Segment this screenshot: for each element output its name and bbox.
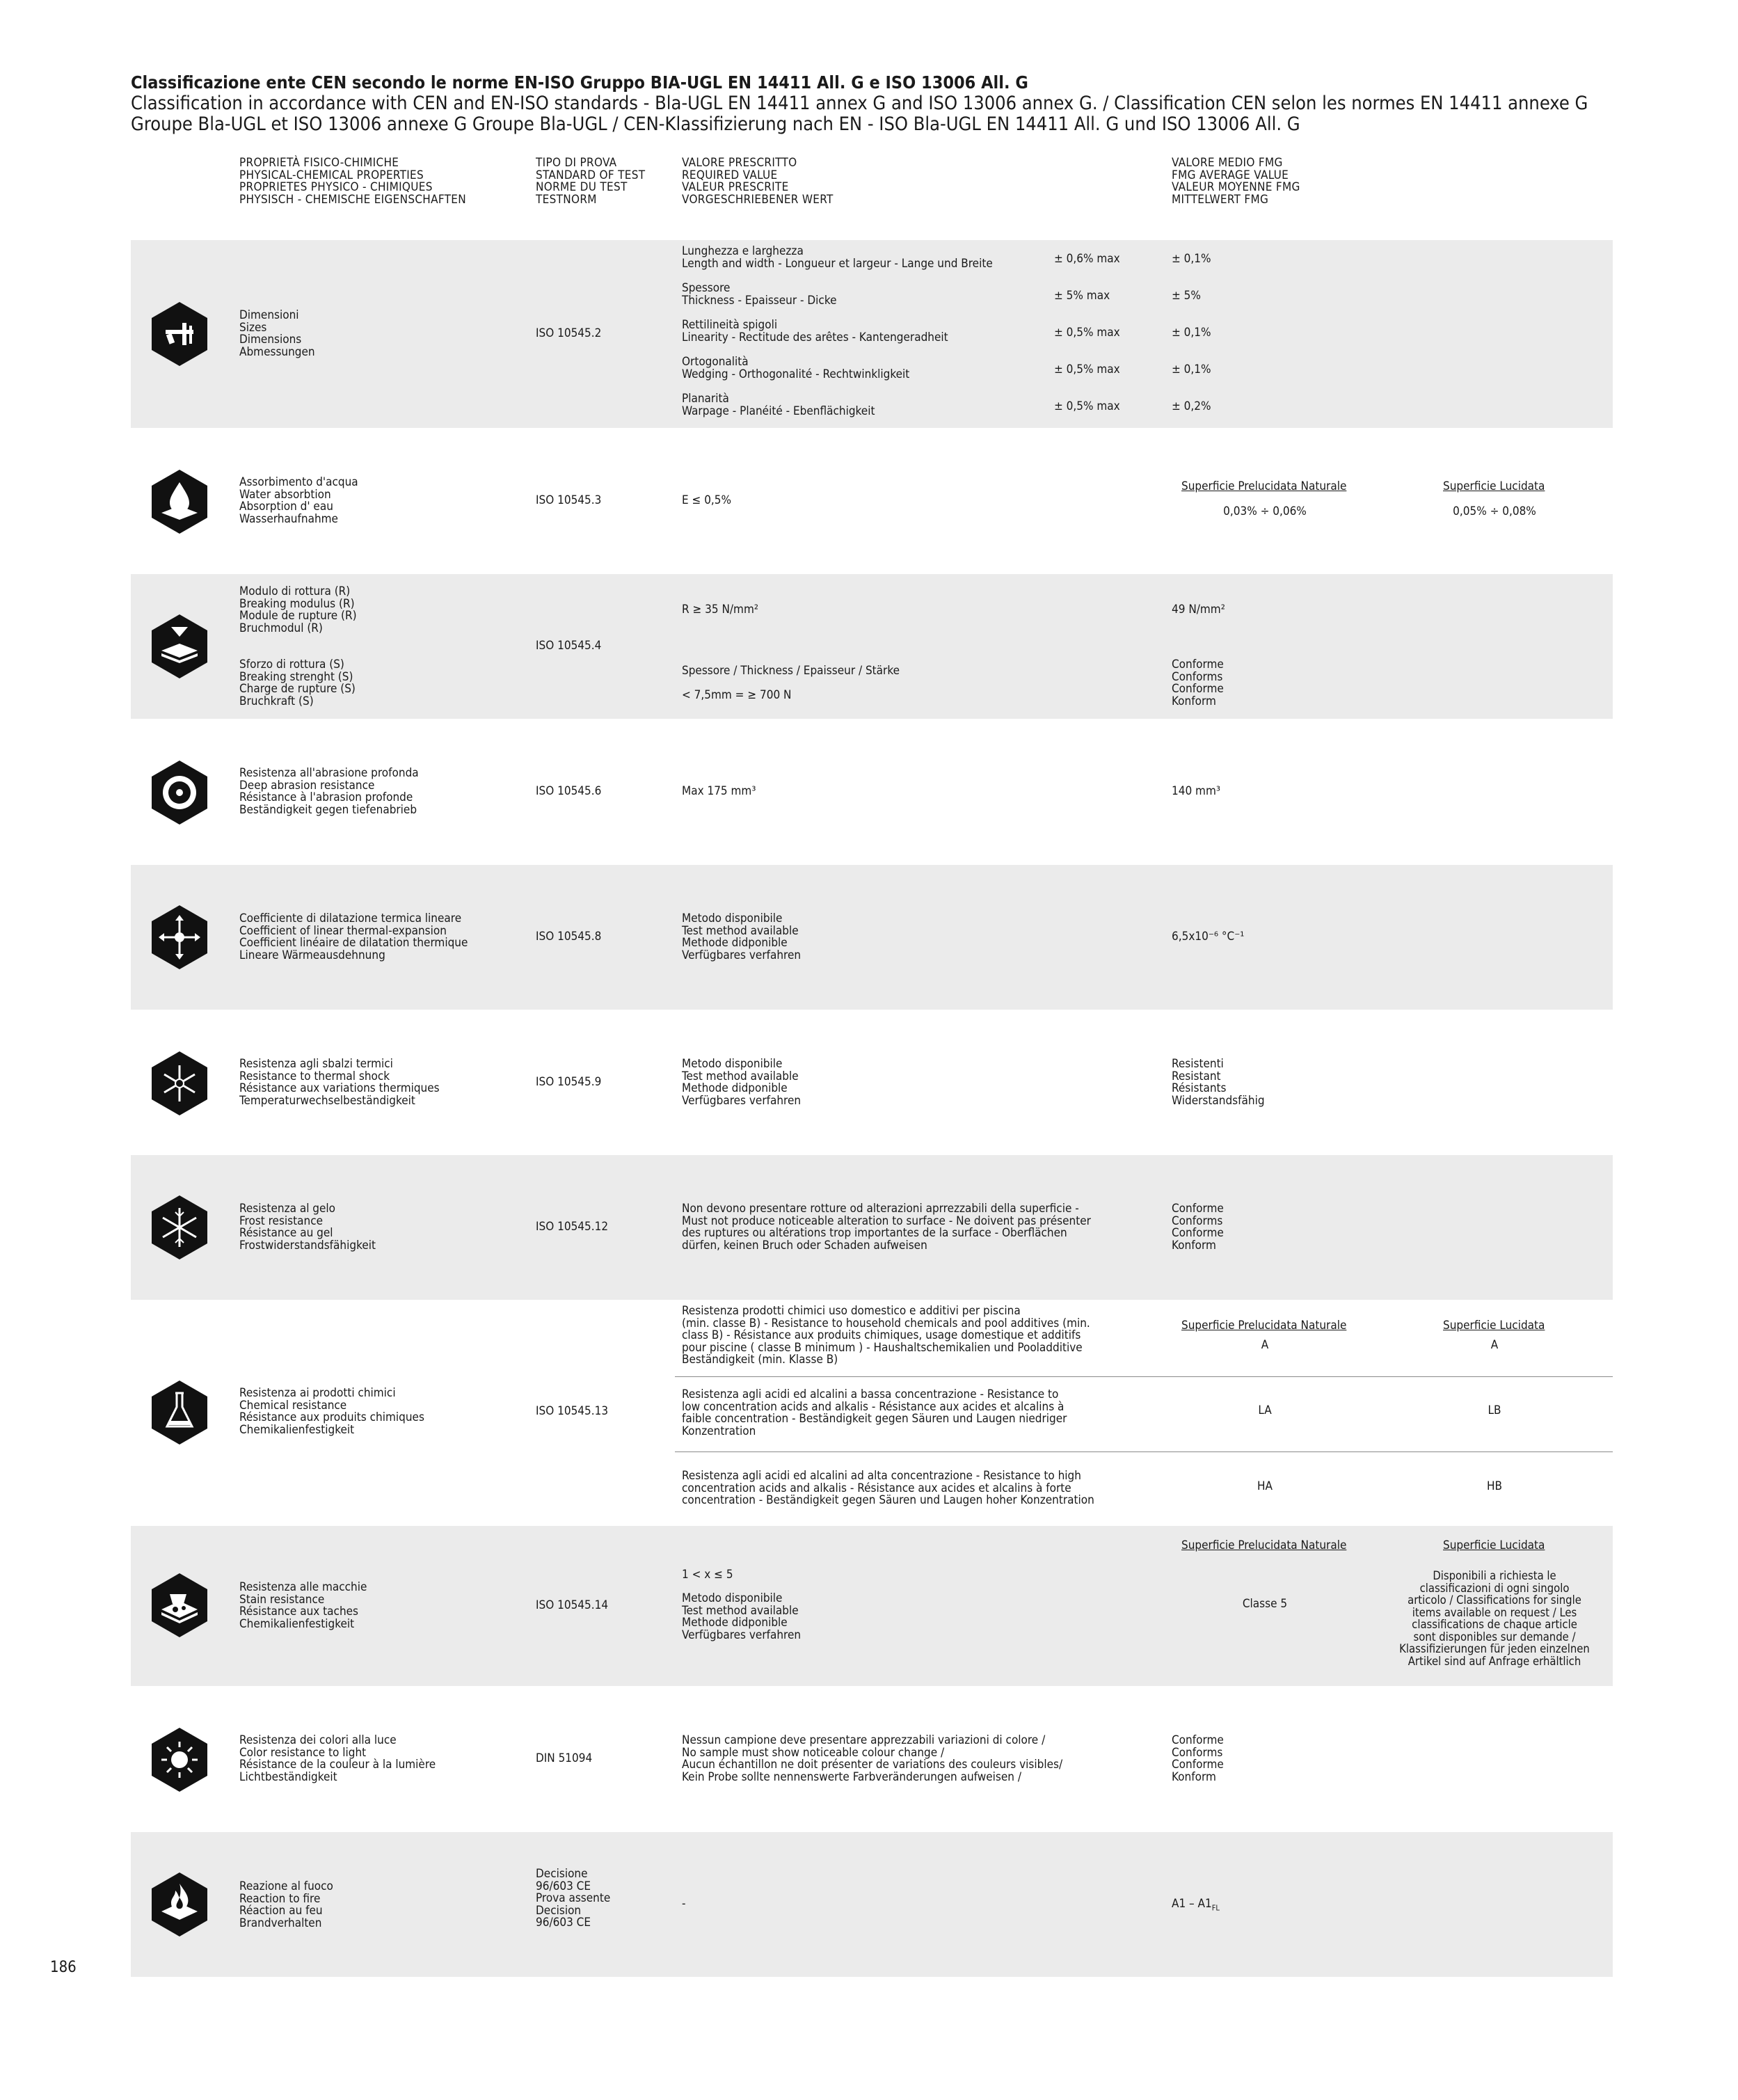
dimensions-item-5: Planarità Warpage - Planéité - Ebenflächigkeit: [682, 392, 875, 418]
sun-icon: [152, 1728, 207, 1792]
breaking-property-a: Modulo di rottura (R) Breaking modulus (R) Module de rupture (R) Bruchmodul (R): [239, 584, 357, 635]
dimensions-val-1: ± 0,1%: [1172, 252, 1211, 266]
dimensions-val-4: ± 0,1%: [1172, 363, 1211, 376]
thermal-property: Coefficiente di dilatazione termica lineare Coefficient of linear thermal-expansion Coefficient linéaire de dilatation thermique Lineare Wärmeausdehnung: [239, 912, 468, 962]
page-subtitle: Classification in accordance with CEN and EN-ISO standards - Bla-UGL EN 14411 annex G and ISO 13006 annex G. / Classification CEN selon les normes EN 14411 annexe G Groupe Bla-UGL et ISO 13006 annexe G Groupe Bla-UGL / CEN-Klassifizierung nach EN - ISO Bla-UGL EN 14411 All. G und ISO 13006 All. G: [131, 93, 1588, 135]
frost-standard: ISO 10545.12: [536, 1220, 609, 1234]
breaking-required-a: R ≥ 35 N/mm²: [682, 603, 758, 617]
header-property: PROPRIETÀ FISICO-CHIMICHE PHYSICAL-CHEMICAL PROPERTIES PROPRIETES PHYSICO - CHIMIQUES PHYSISCH - CHEMISCHE EIGENSCHAFTEN: [239, 156, 467, 207]
chemical-sub-1-b: A: [1490, 1338, 1499, 1352]
dimensions-standard: ISO 10545.2: [536, 326, 602, 340]
stain-property: Resistenza alle macchie Stain resistance Résistance aux taches Chemikalienfestigkeit: [239, 1580, 367, 1631]
thermal-shock-icon: [152, 1051, 207, 1115]
chemical-sub-2-text: Resistenza agli acidi ed alcalini a bassa concentrazione - Resistance to low concentration acids and alkalis - Résistance aux acides et alcalins à faible concentration - Beständigkeit gegen Säuren und Laugen niedriger Konzentration: [682, 1387, 1067, 1438]
water-col-b-val: 0,05% ÷ 0,08%: [1453, 504, 1536, 518]
dimensions-property: Dimensioni Sizes Dimensions Abmessungen: [239, 308, 315, 359]
stain-required-b: Metodo disponibile Test method available Methode didponible Verfügbares verfahren: [682, 1591, 802, 1642]
breaking-value-a: 49 N/mm²: [1172, 603, 1225, 617]
chemical-sub-1-a: A: [1261, 1338, 1269, 1352]
row-stain: [131, 1526, 1613, 1686]
shock-standard: ISO 10545.9: [536, 1075, 602, 1089]
water-col-a-head: Superficie Prelucidata Naturale: [1181, 479, 1347, 493]
chemical-standard: ISO 10545.13: [536, 1404, 609, 1418]
chemical-divider-2: [675, 1451, 1613, 1452]
row-fire: [131, 1832, 1613, 1977]
caliper-icon: [152, 302, 207, 366]
pressure-icon: [152, 614, 207, 678]
abrasion-standard: ISO 10545.6: [536, 784, 602, 798]
water-col-a-val: 0,03% ÷ 0,06%: [1223, 504, 1307, 518]
water-col-b-head: Superficie Lucidata: [1443, 479, 1545, 493]
water-standard: ISO 10545.3: [536, 493, 602, 507]
light-value: Conforme Conforms Conforme Konform: [1172, 1733, 1224, 1784]
chemical-sub-3-text: Resistenza agli acidi ed alcalini ad alta concentrazione - Resistance to high concentration acids and alkalis - Résistance aux acides et alcalins à forte concentration - Beständigkeit gegen Säuren und Laugen hoher Konzentration: [682, 1469, 1094, 1507]
dimensions-tol-2: ± 5% max: [1054, 289, 1110, 303]
expansion-arrows-icon: [152, 905, 207, 969]
abrasion-required: Max 175 mm³: [682, 784, 756, 798]
row-water: [131, 428, 1613, 574]
header-required: VALORE PRESCRITTO REQUIRED VALUE VALEUR PRESCRITE VORGESCHRIEBENER WERT: [682, 156, 834, 207]
flask-icon: [152, 1381, 207, 1445]
breaking-property-b: Sforzo di rottura (S) Breaking strenght (S) Charge de rupture (S) Bruchkraft (S): [239, 658, 356, 708]
breaking-standard: ISO 10545.4: [536, 639, 602, 653]
breaking-required-b2: < 7,5mm = ≥ 700 N: [682, 688, 792, 702]
chemical-sub-3-a: HA: [1257, 1479, 1273, 1493]
row-shock: [131, 1010, 1613, 1155]
thermal-value: 6,5x10⁻⁶ °C⁻¹: [1172, 930, 1245, 944]
shock-required: Metodo disponibile Test method available Methode didponible Verfügbares verfahren: [682, 1057, 802, 1108]
light-property: Resistenza dei colori alla luce Color resistance to light Résistance de la couleur à la lumière Lichtbeständigkeit: [239, 1733, 436, 1784]
frost-value: Conforme Conforms Conforme Konform: [1172, 1202, 1224, 1252]
dimensions-val-5: ± 0,2%: [1172, 399, 1211, 413]
dimensions-tol-1: ± 0,6% max: [1054, 252, 1120, 266]
chemical-divider-1: [675, 1376, 1613, 1377]
saw-blade-icon: [152, 761, 207, 825]
row-chemical: [131, 1300, 1613, 1526]
header-standard: TIPO DI PROVA STANDARD OF TEST NORME DU TEST TESTNORM: [536, 156, 646, 207]
abrasion-value: 140 mm³: [1172, 784, 1220, 798]
page-number: 186: [50, 1959, 77, 1976]
chemical-sub-1-text: Resistenza prodotti chimici uso domestico e additivi per piscina (min. classe B) - Resistance to household chemicals and pool additives (min. class B) - Résistance aux produits chimiques, usage domestique et additifs pour piscine ( classe B minimum ) - Haushaltschemikalien und Pooladditive Beständigkeit (min. Klasse B): [682, 1304, 1090, 1367]
stain-col-a-val: Classe 5: [1242, 1597, 1288, 1611]
stain-required-a: 1 < x ≤ 5: [682, 1568, 733, 1582]
thermal-required: Metodo disponibile Test method available Methode didponible Verfügbares verfahren: [682, 912, 802, 962]
breaking-required-b1: Spessore / Thickness / Epaisseur / Stärke: [682, 664, 900, 678]
row-light: [131, 1686, 1613, 1832]
light-standard: DIN 51094: [536, 1751, 593, 1765]
dimensions-item-3: Rettilineità spigoli Linearity - Rectitude des arêtes - Kantengeradheit: [682, 318, 948, 344]
light-required: Nessun campione deve presentare apprezzabili variazioni di colore / No sample must show noticeable colour change / Aucun échantillon ne doit présenter de variations des couleurs visibles/ Kein Probe sollte nennenswerte Farbveränderungen aufweisen /: [682, 1733, 1063, 1784]
water-required: E ≤ 0,5%: [682, 493, 732, 507]
frost-property: Resistenza al gelo Frost resistance Résistance au gel Frostwiderstandsfähigkeit: [239, 1202, 376, 1252]
row-breaking: [131, 574, 1613, 719]
chemical-sub-3-b: HB: [1487, 1479, 1502, 1493]
stain-standard: ISO 10545.14: [536, 1598, 609, 1612]
frost-required: Non devono presentare rotture od alterazioni aprrezzabili della superficie - Must not produce noticeable alteration to surface - Ne doivent pas présenter des ruptures ou altérations trop importantes de la surface - Oberflächen dürfen, keinen Bruch oder Schaden aufweisen: [682, 1202, 1091, 1252]
stain-col-b-val: Disponibili a richiesta le classificazioni di ogni singolo articolo / Classifications for single items available on request / Les classifications de chaque article sont disponibles sur demande / Klassifizierungen für jeden einzelnen Artikel sind auf Anfrage erhältlich: [1399, 1569, 1590, 1668]
breaking-value-b: Conforme Conforms Conforme Konform: [1172, 658, 1224, 708]
dimensions-val-2: ± 5%: [1172, 289, 1201, 303]
chemical-property: Resistenza ai prodotti chimici Chemical resistance Résistance aux produits chimiques Chemikalienfestigkeit: [239, 1386, 424, 1437]
dimensions-tol-4: ± 0,5% max: [1054, 363, 1120, 376]
row-abrasion: [131, 719, 1613, 865]
water-property: Assorbimento d'acqua Water absorbtion Absorption d' eau Wasserhaufnahme: [239, 475, 358, 526]
stain-icon: [152, 1573, 207, 1637]
fire-property: Reazione al fuoco Reaction to fire Réaction au feu Brandverhalten: [239, 1879, 333, 1930]
shock-value: Resistenti Resistant Résistants Widerstandsfähig: [1172, 1057, 1265, 1108]
row-dimensions: [131, 240, 1613, 428]
chemical-sub-2-b: LB: [1488, 1403, 1501, 1417]
page-title: Classificazione ente CEN secondo le norme EN-ISO Gruppo BIA-UGL EN 14411 All. G e ISO 13006 All. G: [131, 72, 1028, 93]
dimensions-item-4: Ortogonalità Wedging - Orthogonalité - Rechtwinkligkeit: [682, 355, 910, 381]
chemical-col-a-head: Superficie Prelucidata Naturale: [1181, 1319, 1347, 1333]
water-drop-icon: [152, 470, 207, 534]
row-thermal: [131, 865, 1613, 1010]
fire-value: $A1 - A1_{FL}$: [1172, 1897, 1220, 1913]
shock-property: Resistenza agli sbalzi termici Resistance to thermal shock Résistance aux variations thermiques Temperaturwechselbeständigkeit: [239, 1057, 440, 1108]
flame-icon: [152, 1872, 207, 1936]
row-frost: [131, 1155, 1613, 1300]
chemical-col-b-head: Superficie Lucidata: [1443, 1319, 1545, 1333]
dimensions-tol-5: ± 0,5% max: [1054, 399, 1120, 413]
chemical-sub-2-a: LA: [1258, 1403, 1272, 1417]
dimensions-tol-3: ± 0,5% max: [1054, 326, 1120, 340]
thermal-standard: ISO 10545.8: [536, 930, 602, 944]
abrasion-property: Resistenza all'abrasione profonda Deep abrasion resistance Résistance à l'abrasion profonde Beständigkeit gegen tiefenabrieb: [239, 766, 419, 817]
stain-col-a-head: Superficie Prelucidata Naturale: [1181, 1538, 1347, 1552]
dimensions-val-3: ± 0,1%: [1172, 326, 1211, 340]
stain-col-b-head: Superficie Lucidata: [1443, 1538, 1545, 1552]
snowflake-icon: [152, 1195, 207, 1259]
dimensions-item-2: Spessore Thickness - Epaisseur - Dicke: [682, 281, 837, 308]
fire-required: -: [682, 1897, 686, 1911]
fire-standard: Decisione 96/603 CE Prova assente Decision 96/603 CE: [536, 1867, 611, 1930]
header-average: VALORE MEDIO FMG FMG AVERAGE VALUE VALEUR MOYENNE FMG MITTELWERT FMG: [1172, 156, 1300, 207]
dimensions-item-1: Lunghezza e larghezza Length and width - Longueur et largeur - Lange und Breite: [682, 244, 993, 271]
